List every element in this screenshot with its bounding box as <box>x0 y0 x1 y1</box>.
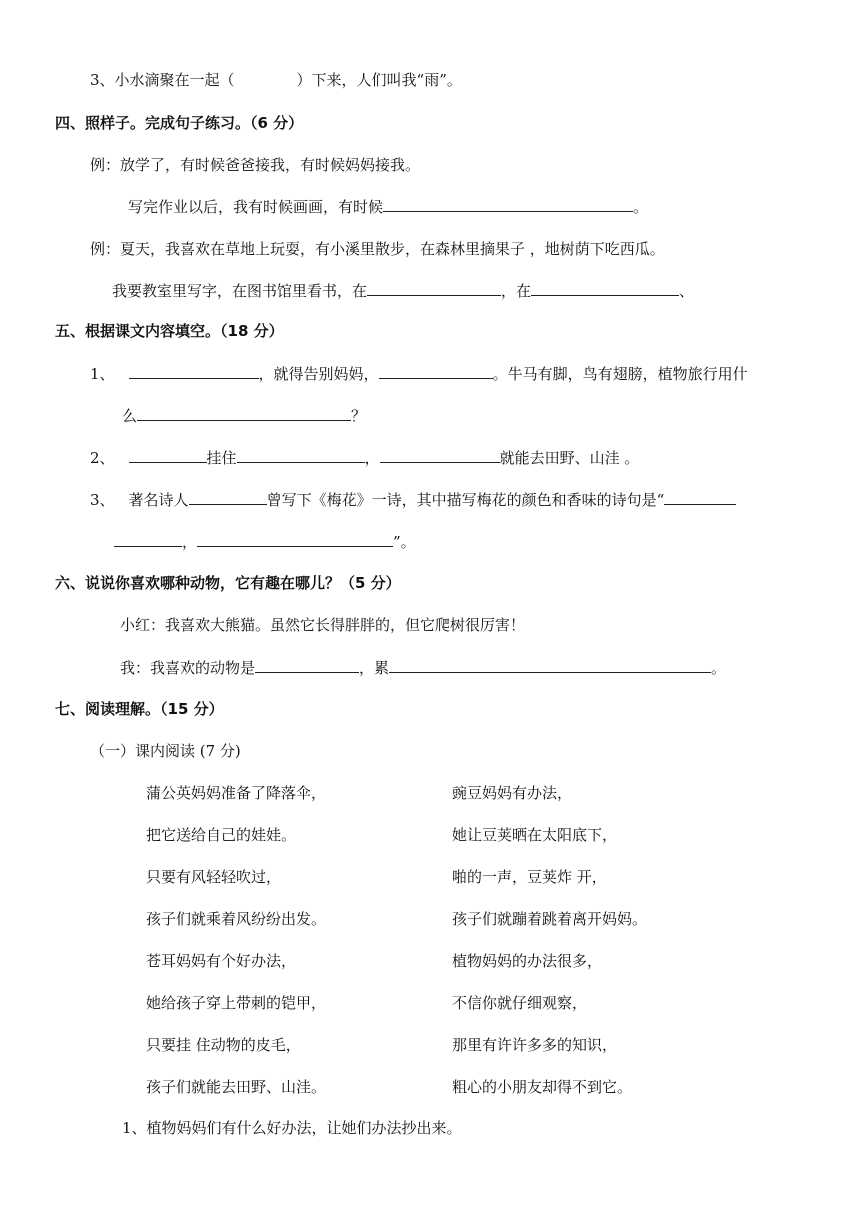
poem-line: 蒲公英妈妈准备了降落伞， <box>146 784 327 802</box>
fill-item-3 <box>90 490 736 510</box>
fill-item-1-cont <box>122 406 366 426</box>
text: 著名诗人 <box>128 491 189 509</box>
poem-line: 粗心的小朋友却得不到它。 <box>452 1078 633 1096</box>
poem-line: 那里有许许多多的知识， <box>452 1036 618 1054</box>
text: 曾写下《梅花》一诗，其中描写梅花的颜色和香味的诗句是“ <box>266 491 665 509</box>
poem-line: 只要挂 住动物的皮毛， <box>146 1036 301 1054</box>
fill-item-2 <box>90 448 639 468</box>
answer-blank[interactable] <box>129 364 259 379</box>
text: 写完作业以后，我有时候画画，有时候 <box>128 198 384 216</box>
answer-blank[interactable] <box>379 364 493 379</box>
answer-blank[interactable] <box>664 490 736 505</box>
answer-blank[interactable] <box>255 658 359 673</box>
poem-line: 孩子们就蹦着跳着离开妈妈。 <box>452 910 648 928</box>
poem-line: 豌豆妈妈有办法， <box>452 784 573 802</box>
text: 挂住 <box>206 449 237 467</box>
text: ， <box>182 533 198 551</box>
text: 我：我喜欢的动物是 <box>120 659 256 677</box>
text: 、 <box>679 282 695 300</box>
poem-line: 啪的一声，豆荚炸 开， <box>452 868 607 886</box>
fill-item-1 <box>90 364 748 384</box>
example-1-task <box>128 197 648 217</box>
poem-line: 植物妈妈的办法很多， <box>452 952 603 970</box>
answer-blank[interactable] <box>389 658 711 673</box>
poem-line: 只要有风轻轻吹过， <box>146 868 282 886</box>
poem-right-column <box>452 783 647 1119</box>
poem-line: 苍耳妈妈有个好办法， <box>146 952 297 970</box>
text: 。牛马有脚，鸟有翅膀，植物旅行用什 <box>492 365 748 383</box>
text: ）下来，人们叫我“雨”。 <box>296 71 462 89</box>
answer-blank[interactable] <box>531 281 679 296</box>
poem-line: 她给孩子穿上带刺的铠甲， <box>146 994 327 1012</box>
item-number: 3、 <box>90 491 115 509</box>
text: 。 <box>711 659 727 677</box>
poem-line: 把它送给自己的娃娃。 <box>146 826 297 844</box>
reading-question-1: 1、植物妈妈们有什么好办法，让她们办法抄出来。 <box>122 1119 462 1137</box>
poem-line: 孩子们就能去田野、山洼。 <box>146 1078 327 1096</box>
answer-blank[interactable] <box>237 448 365 463</box>
answer-blank[interactable] <box>189 490 267 505</box>
text: ，累 <box>359 659 390 677</box>
example-2: 例：夏天，我喜欢在草地上玩耍，有小溪里散步，在森林里摘果子 ，地树荫下吃西瓜。 <box>90 240 665 258</box>
answer-blank[interactable] <box>367 281 501 296</box>
example-2-task <box>112 281 694 301</box>
text: ， <box>364 449 380 467</box>
poem-left-column <box>146 783 326 1119</box>
section-4-heading: 四、照样子。完成句子练习。（6 分） <box>55 114 304 132</box>
text: 我要教室里写字，在图书馆里看书，在 <box>112 282 368 300</box>
answer-blank[interactable] <box>129 448 207 463</box>
text: ”。 <box>393 533 416 551</box>
section-5-heading: 五、根据课文内容填空。（18 分） <box>55 322 284 340</box>
item-number: 2、 <box>90 449 115 467</box>
poem-line: 她让豆荚晒在太阳底下， <box>452 826 618 844</box>
fill-item-3-cont <box>114 532 416 552</box>
text: ，在 <box>501 282 532 300</box>
answer-blank[interactable] <box>197 532 393 547</box>
poem-line: 不信你就仔细观察， <box>452 994 588 1012</box>
text: 么 <box>122 407 138 425</box>
poem-line: 孩子们就乘着风纷纷出发。 <box>146 910 327 928</box>
section-7-heading: 七、阅读理解。（15 分） <box>55 700 224 718</box>
answer-blank[interactable] <box>380 448 500 463</box>
answer-blank[interactable] <box>383 197 633 212</box>
text: 。 <box>633 198 649 216</box>
example-1: 例：放学了，有时候爸爸接我，有时候妈妈接我。 <box>90 156 421 174</box>
item-number: 1、 <box>90 365 115 383</box>
answer-blank[interactable] <box>137 406 351 421</box>
answer-blank[interactable] <box>114 532 182 547</box>
section-7-subheading: （一）课内阅读 (7 分) <box>90 742 241 760</box>
section-6-example: 小红：我喜欢大熊猫。虽然它长得胖胖的，但它爬树很厉害！ <box>120 616 526 634</box>
text: 3、小水滴聚在一起（ <box>90 71 235 89</box>
text: ，就得告别妈妈， <box>258 365 379 383</box>
question-3-line <box>90 70 462 90</box>
text: 就能去田野、山洼 。 <box>499 449 640 467</box>
text: ？ <box>351 407 367 425</box>
section-6-heading: 六、说说你喜欢哪种动物，它有趣在哪儿？（5 分） <box>55 574 401 592</box>
section-6-task <box>120 658 726 678</box>
